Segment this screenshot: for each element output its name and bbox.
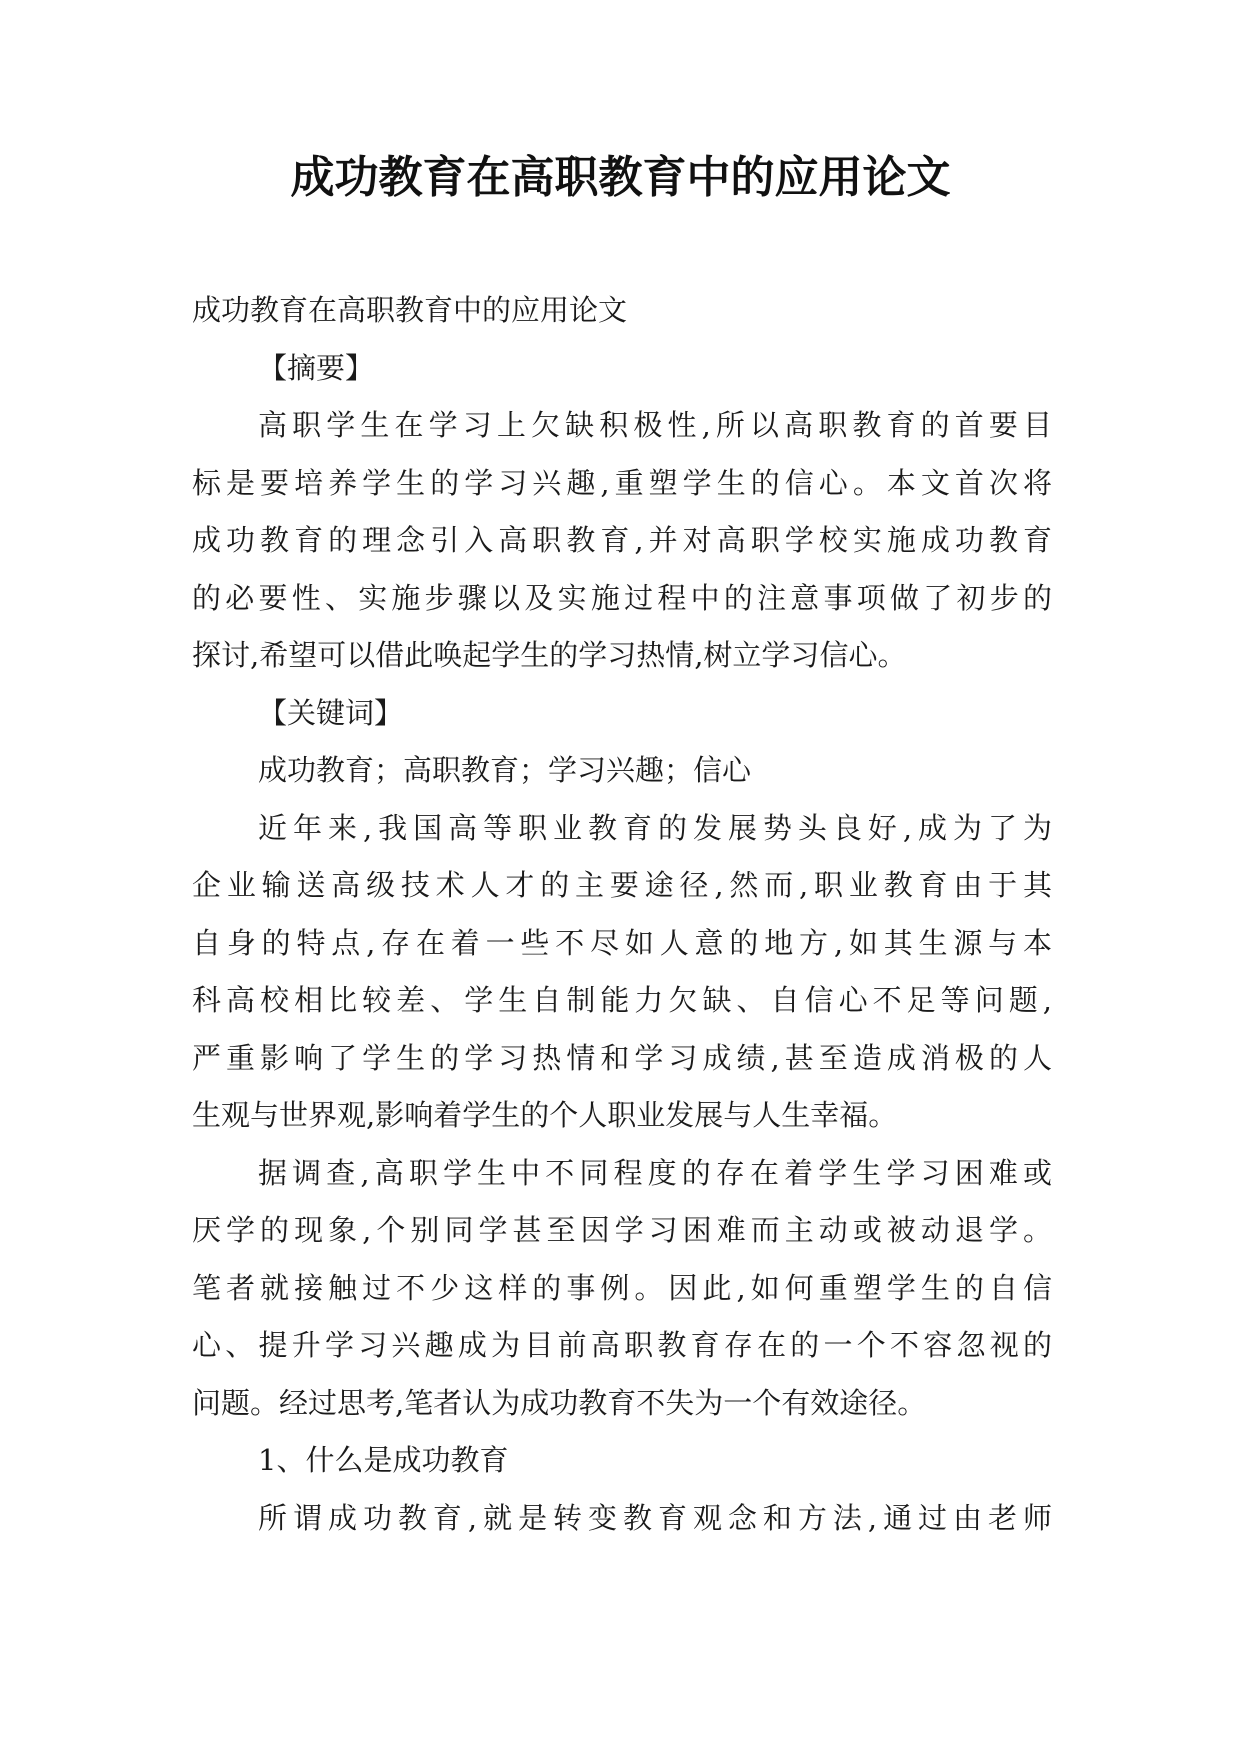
text-line: 生观与世界观,影响着学生的个人职业发展与人生幸福。 bbox=[192, 1098, 898, 1132]
text-line: 标是要培养学生的学习兴趣,重塑学生的信心。本文首次将 bbox=[192, 465, 1052, 500]
text-line: 近年来,我国高等职业教育的发展势头良好,成为了为 bbox=[258, 810, 1052, 845]
text-line: 严重影响了学生的学习热情和学习成绩,甚至造成消极的人 bbox=[192, 1040, 1052, 1075]
text-line: 科高校相比较差、学生自制能力欠缺、自信心不足等问题, bbox=[192, 983, 1052, 1017]
text-line: 自身的特点,存在着一些不尽如人意的地方,如其生源与本 bbox=[192, 925, 1052, 960]
text-line: 成功教育；高职教育；学习兴趣；信心 bbox=[258, 753, 752, 787]
text-line: 所谓成功教育,就是转变教育观念和方法,通过由老师 bbox=[258, 1500, 1052, 1535]
text-line: 成功教育的理念引入高职教育,并对高职学校实施成功教育 bbox=[192, 523, 1052, 557]
body-text bbox=[192, 282, 1052, 1547]
text-line: 企业输送高级技术人才的主要途径,然而,职业教育由于其 bbox=[192, 868, 1052, 902]
text-line: 1、什么是成功教育 bbox=[258, 1443, 509, 1477]
text-line: 笔者就接触过不少这样的事例。因此,如何重塑学生的自信 bbox=[192, 1270, 1052, 1305]
text-line: 【关键词】 bbox=[258, 695, 404, 730]
text-line: 问题。经过思考,笔者认为成功教育不失为一个有效途径。 bbox=[192, 1385, 927, 1420]
text-line: 探讨,希望可以借此唤起学生的学习热情,树立学习信心。 bbox=[192, 638, 907, 672]
text-line: 【摘要】 bbox=[258, 350, 375, 385]
text-line: 成功教育在高职教育中的应用论文 bbox=[192, 293, 628, 327]
page-title: 成功教育在高职教育中的应用论文 bbox=[290, 152, 951, 203]
text-line: 心、提升学习兴趣成为目前高职教育存在的一个不容忽视的 bbox=[192, 1328, 1052, 1362]
text-line: 高职学生在学习上欠缺积极性,所以高职教育的首要目 bbox=[258, 408, 1052, 442]
text-line: 厌学的现象,个别同学甚至因学习困难而主动或被动退学。 bbox=[192, 1213, 1052, 1247]
text-line: 的必要性、实施步骤以及实施过程中的注意事项做了初步的 bbox=[192, 580, 1052, 615]
text-line: 据调查,高职学生中不同程度的存在着学生学习困难或 bbox=[258, 1155, 1052, 1190]
